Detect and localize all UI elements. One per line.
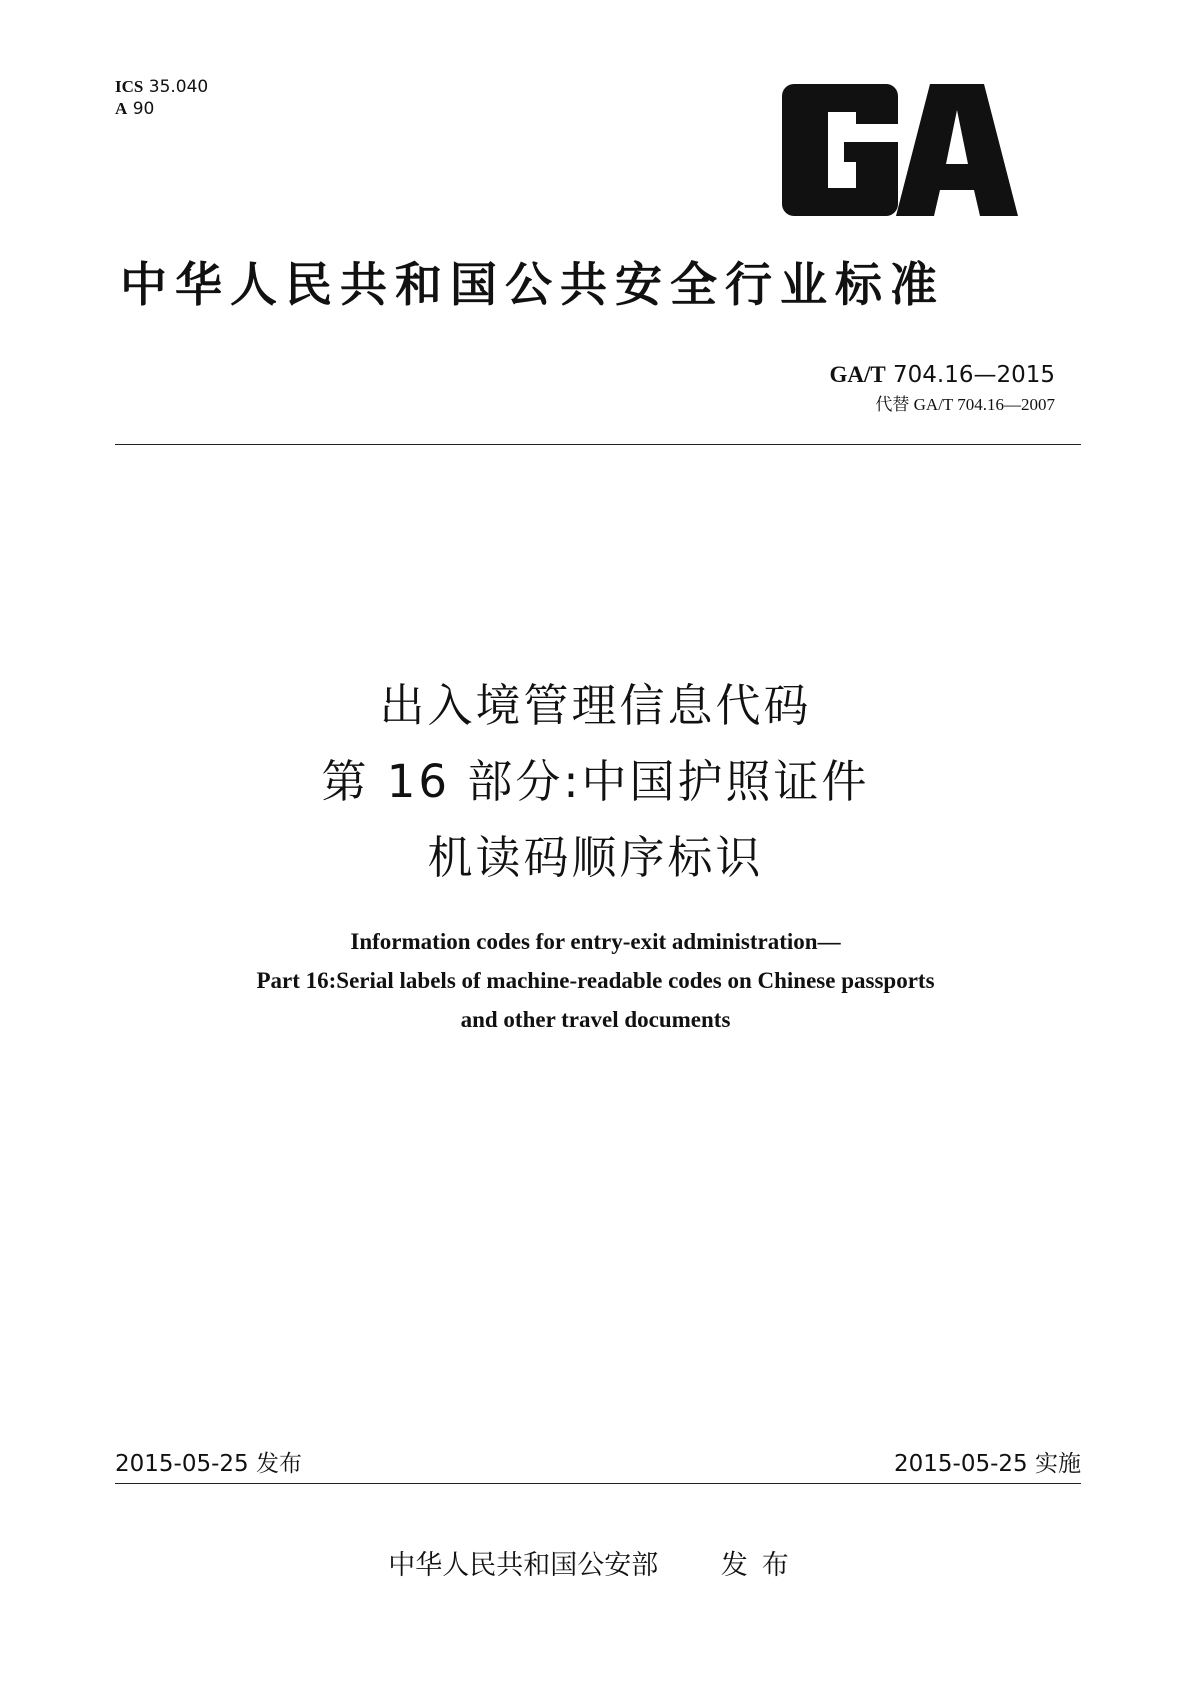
- title-en-line-2: Part 16:Serial labels of machine-readable codes on Chinese passports: [256, 968, 935, 993]
- top-divider: [115, 444, 1081, 445]
- replaces-standard: 代替 GA/T 704.16—2007: [875, 395, 1055, 414]
- ccs-label: A: [115, 99, 128, 118]
- title-cn-line-1: 出入境管理信息代码: [379, 679, 812, 732]
- standard-number: [829, 362, 1055, 388]
- publisher-action: 发布: [720, 1550, 803, 1581]
- logo-letter-g: [782, 84, 898, 216]
- standard-number-value: 704.16—2015: [892, 362, 1055, 388]
- issue-date: 2015-05-25 发布: [115, 1451, 302, 1477]
- ics-label: ICS: [115, 77, 144, 96]
- standard-number-prefix: GA/T: [829, 362, 886, 387]
- effective-date: 2015-05-25 实施: [894, 1451, 1081, 1477]
- ics-code: 35.040: [148, 77, 209, 97]
- title-cn-line-2: 第 16 部分:中国护照证件: [321, 755, 870, 808]
- publisher: [0, 1543, 1191, 1582]
- publisher-name: 中华人民共和国公安部: [388, 1550, 659, 1581]
- bottom-divider: [115, 1483, 1081, 1484]
- title-en-line-3: and other travel documents: [460, 1007, 731, 1032]
- title-cn-line-3: 机读码顺序标识: [427, 831, 764, 884]
- title-en-line-1: Information codes for entry-exit administration—: [350, 929, 841, 954]
- ga-logo: [782, 84, 1018, 216]
- ccs-line: [115, 98, 208, 120]
- classification-codes: [115, 76, 208, 120]
- ccs-code: 90: [132, 99, 155, 119]
- standard-category-title: 中华人民共和国公共安全行业标准: [120, 258, 945, 313]
- document-title-cn: [0, 668, 1191, 896]
- document-title-en: [0, 922, 1191, 1039]
- logo-letter-a: [896, 84, 1018, 216]
- ics-line: [115, 76, 208, 98]
